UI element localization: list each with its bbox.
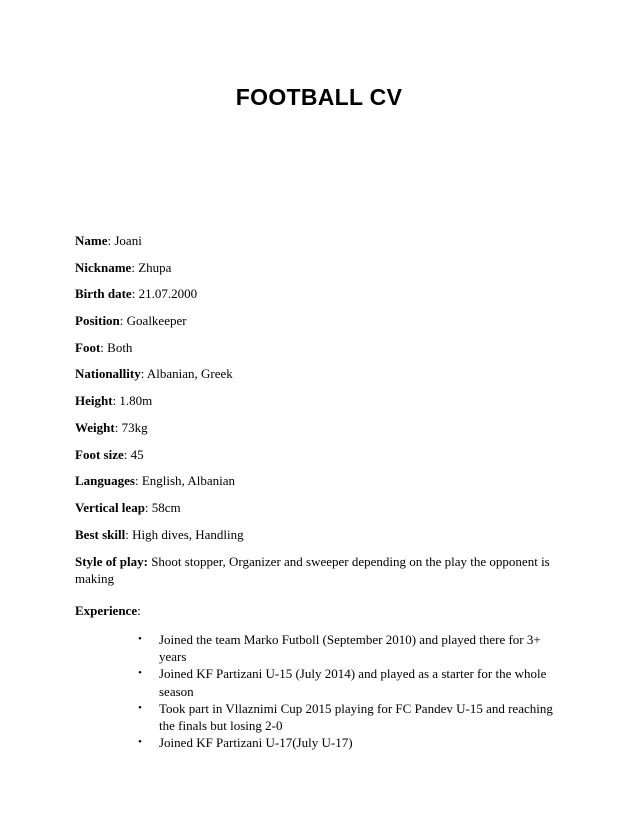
list-item (138, 631, 558, 665)
personal-info-section (75, 233, 555, 597)
bullet-icon: • (138, 701, 142, 714)
bullet-icon: • (138, 667, 142, 680)
field-label: Foot (75, 339, 101, 355)
field-label: Height (75, 393, 113, 409)
field-best-skill (75, 527, 555, 554)
field-value: : Goalkeeper (119, 313, 187, 329)
field-label: Vertical leap (75, 499, 145, 515)
field-height (75, 393, 555, 420)
field-position (75, 313, 555, 340)
field-vertical-leap (75, 500, 555, 527)
experience-label: Experience (75, 603, 138, 618)
field-value: : High dives, Handling (125, 526, 244, 542)
field-value: : 58cm (144, 499, 181, 515)
field-nickname (75, 260, 555, 287)
field-value: : Joani (107, 233, 142, 248)
experience-list (138, 631, 558, 751)
field-value: : 45 (123, 446, 144, 462)
field-foot (75, 340, 555, 367)
field-label: Name (75, 233, 108, 248)
field-value: : Both (100, 339, 133, 355)
field-nationality (75, 366, 555, 393)
list-item (138, 665, 558, 699)
list-item-text: Joined the team Marko Futboll (September 2010) and played there for 3+ years (159, 632, 541, 665)
experience-colon: : (137, 603, 141, 618)
list-item-text: Took part in Vllaznimi Cup 2015 playing for FC Pandev U-15 and reaching the finals but losing 2-0 (159, 700, 553, 734)
field-foot-size (75, 447, 555, 474)
field-label: Birth date (75, 286, 132, 302)
bullet-icon: • (138, 736, 142, 749)
list-item (138, 734, 558, 751)
field-label: Foot size (75, 446, 124, 462)
field-label: Weight (75, 419, 115, 435)
list-item-text: Joined KF Partizani U-17(July U-17) (159, 735, 353, 751)
field-label: Best skill (75, 526, 126, 542)
experience-heading (75, 603, 141, 619)
field-label: Position (75, 313, 120, 329)
field-name (75, 233, 555, 260)
field-label: Nickname (75, 259, 132, 275)
field-value: : 1.80m (112, 393, 153, 409)
field-value: : Zhupa (131, 259, 172, 275)
field-languages (75, 473, 555, 500)
field-value: Shoot stopper, Organizer and sweeper depending on the play the opponent is making (75, 554, 550, 587)
field-birth-date (75, 286, 555, 313)
field-label: Style of play: (75, 554, 148, 570)
field-label: Nationallity (75, 366, 141, 382)
field-style-of-play (75, 553, 555, 587)
field-value: : 73kg (114, 419, 148, 435)
bullet-icon: • (138, 633, 142, 645)
list-item (138, 700, 558, 734)
field-value: : 21.07.2000 (131, 286, 198, 302)
field-label: Languages (75, 473, 135, 489)
field-value: : Albanian, Greek (140, 366, 233, 382)
list-item-text: Joined KF Partizani U-15 (July 2014) and played as a starter for the whole season (159, 666, 547, 699)
field-weight (75, 420, 555, 447)
field-value: : English, Albanian (134, 473, 235, 489)
document-title: FOOTBALL CV (235, 84, 403, 110)
